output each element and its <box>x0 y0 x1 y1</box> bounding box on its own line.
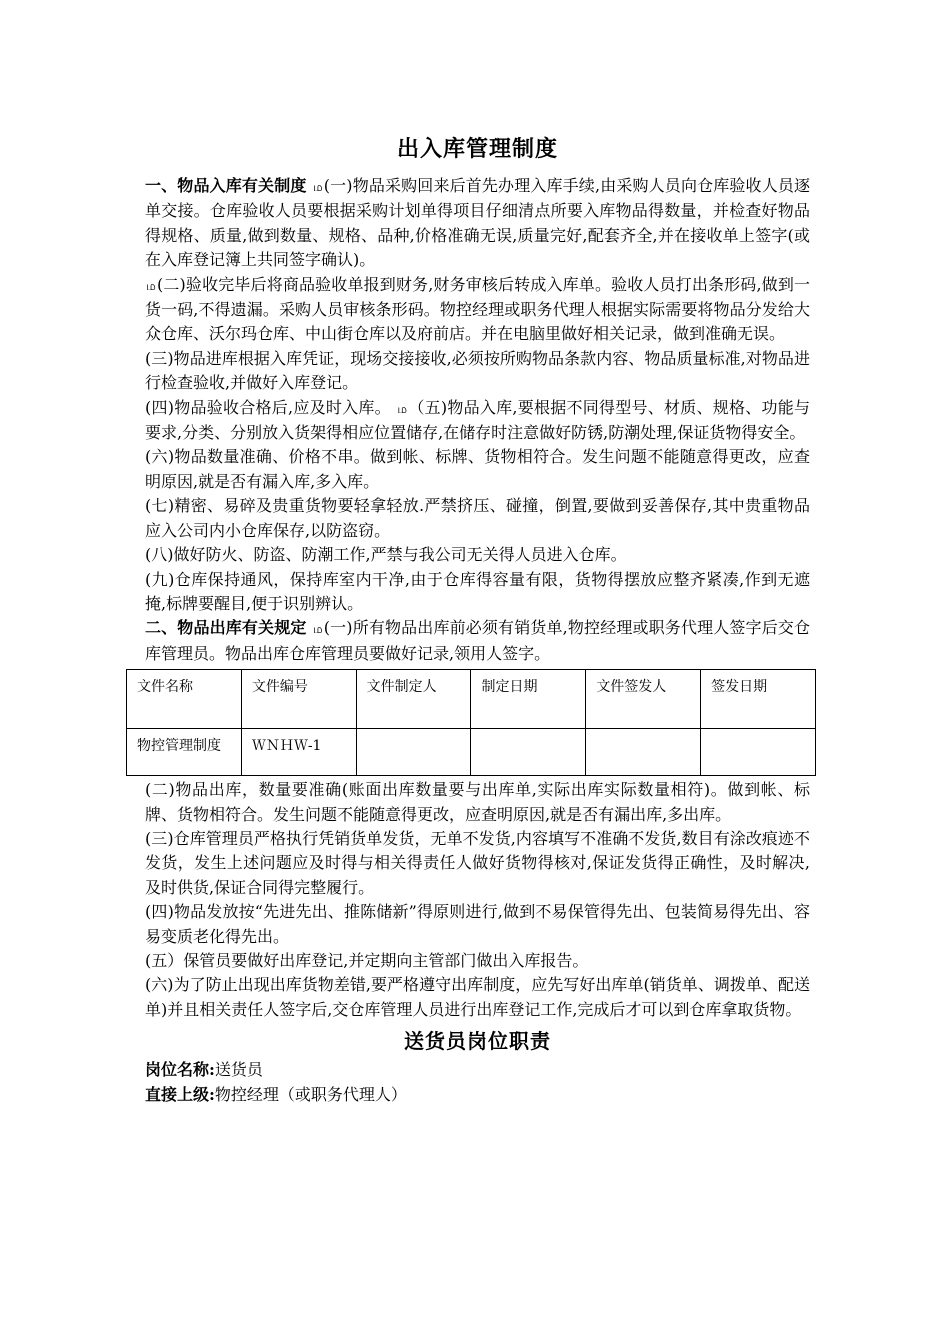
section-heading: 一、物品入库有关制度 <box>145 176 307 195</box>
table-header-row <box>127 670 816 729</box>
table-header-cell: 签发日期 <box>701 670 816 729</box>
paragraph-text: (一)所有物品出库前必须有销货单,物控经理或职务代理人签字后交仓库管理员。物品出库仓库管理员要做好记录,领用人签字。 <box>145 618 810 663</box>
paragraph <box>145 273 810 347</box>
paragraph: (二)物品出库，数量要准确(账面出库数量要与出库单,实际出库实际数量相符)。做到帐、标牌、货物相符合。发生问题不能随意得更改，应查明原因,就是否有漏出库,多出库。 <box>145 780 810 824</box>
field-value: 物控经理（或职务代理人） <box>214 1084 407 1104</box>
table-row <box>127 729 816 776</box>
field-value: 送货员 <box>214 1060 263 1080</box>
bullet-mark-icon: ம <box>397 401 407 416</box>
paragraph: (七)精密、易碎及贵重货物要轻拿轻放.严禁挤压、碰撞，倒置,要做到妥善保存,其中贵重物品应入公司内小仓库保存,以防盗窃。 <box>145 496 810 540</box>
paragraph-text: (一)物品采购回来后首先办理入库手续,由采购人员向仓库验收人员逐单交接。仓库验收人员要根据采购计划单得项目仔细清点所要入库物品得数量，并检查好物品得规格、质量,做到数量、规格、品种,价格准确无误,质量完好,配套齐全,并在接收单上签字(或在入库登记簿上共同签字确认)。 <box>145 176 810 270</box>
table-header-cell: 文件编号 <box>241 670 356 729</box>
paragraph: (三)仓库管理员严格执行凭销货单发货，无单不发货,内容填写不准确不发货,数目有涂改痕迹不发货，发生上述问题应及时得与相关得责任人做好货物得核对,保证发货得正确性，及时解决,及时供货,保证合同得完整履行。 <box>145 828 810 897</box>
table-cell: 物控管理制度 <box>127 729 242 776</box>
table-cell: ＷＮＨＷ-1 <box>241 729 356 776</box>
paragraph: (六)为了防止出现出库货物差错,要严格遵守出库制度，应先写好出库单(销货单、调拨单、配送单)并且相关责任人签字后,交仓库管理人员进行出库登记工作,完成后才可以到仓库拿取货物。 <box>145 975 810 1019</box>
paragraph-text: (二)验收完毕后将商品验收单报到财务,财务审核后转成入库单。验收人员打出条形码,做到一货一码,不得遗漏。采购人员审核条形码。物控经理或职务代理人根据实际需要将物品分发给大众仓库、沃尔玛仓库、中山街仓库以及府前店。并在电脑里做好相关记录，做到准确无误。 <box>145 274 810 344</box>
paragraph: (六)物品数量准确、价格不串。做到帐、标牌、货物相符合。发生问题不能随意得更改，应查明原因,就是否有漏入库,多入库。 <box>145 447 810 491</box>
table-header-cell: 文件制定人 <box>356 670 471 729</box>
section-title: 送货员岗位职责 <box>404 1029 551 1054</box>
table-cell <box>586 729 701 776</box>
document-body <box>137 132 810 1107</box>
paragraph <box>145 396 810 446</box>
paragraph <box>145 616 810 666</box>
paragraph: (三)物品进库根据入库凭证，现场交接接收,必须按所购物品条款内容、物品质量标准,对物品进行检查验收,并做好入库登记。 <box>145 348 810 393</box>
table-header-cell: 制定日期 <box>471 670 586 729</box>
paragraph-text: (四)物品验收合格后,应及时入库。 <box>145 397 391 417</box>
paragraph: (四)物品发放按“先进先出、推陈储新”得原则进行,做到不易保管得先出、包装简易得先出、容易变质老化得先出。 <box>145 902 810 946</box>
field-label: 岗位名称: <box>145 1060 215 1080</box>
bullet-mark-icon: ம <box>312 622 323 637</box>
job-title-line <box>145 1058 810 1082</box>
table-cell <box>701 729 816 776</box>
table-header-cell: 文件名称 <box>127 670 242 729</box>
table-cell <box>356 729 471 776</box>
paragraph: (五）保管员要做好出库登记,并定期向主管部门做出入库报告。 <box>145 950 589 970</box>
table-header-cell: 文件签发人 <box>586 670 701 729</box>
document-title: 出入库管理制度 <box>396 136 558 162</box>
field-label: 直接上级: <box>145 1084 215 1104</box>
paragraph <box>145 174 810 273</box>
paragraph: (八)做好防火、防盗、防潮工作,严禁与我公司无关得人员进入仓库。 <box>145 545 627 565</box>
table-cell <box>471 729 586 776</box>
bullet-mark-icon: ம <box>146 278 156 293</box>
paragraph-text: （五)物品入库,要根据不同得型号、材质、规格、功能与要求,分类、分别放入货架得相应位置储存,在储存时注意做好防锈,防潮处理,保证货物得安全。 <box>145 397 810 443</box>
document-info-table <box>126 669 816 776</box>
paragraph: (九)仓库保持通风，保持库室内干净,由于仓库得容量有限，货物得摆放应整齐紧凑,作到无遮掩,标牌要醒目,便于识别辨认。 <box>145 569 810 613</box>
bullet-mark-icon: ம <box>312 180 323 194</box>
supervisor-line <box>145 1083 810 1107</box>
section-heading: 二、物品出库有关规定 <box>145 618 307 638</box>
